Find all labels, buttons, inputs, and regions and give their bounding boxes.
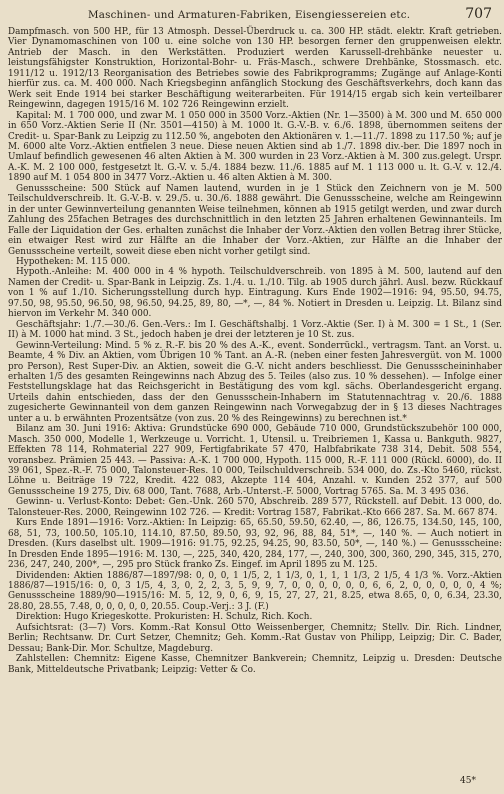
running-title: Maschinen- und Armaturen-Fabriken, Eisengiessereien etc. [88, 9, 411, 21]
paragraph-bilanz: Bilanz am 30. Juni 1916: Aktiva: Grundstücke 690 000, Gebäude 710 000, Grundstückszubehör 100 000, Masch. 350 000, Modelle 1, Werkzeuge u. Vorricht. 1, Utensil. u. Treibriemen 1, Kassa u. Bankguth. 9827, Effekten 78 114, Rohmaterial 227 909, Fertigfabrikate 57 470, Halbfabrikate 738 314, Debit. 508 554, voransbez. Prämien 25 443. — Passiva: A.-K. 1 700 000, Hypoth. 115 000, R.-F. 111 000 (Rückl. 6000), do. II 39 061, Spez.-R.-F. 75 000, Talonsteuer-Res. 10 000, Teilschuldverschreib. 534 000, do. Zs.-Kto 5460, rückst. Löhne u. Beiträge 19 722, Kredit. 422 083, Akzepte 114 404, Anzahl. v. Kunden 252 377, auf 500 Genussscheine 19 275, Div. 68 000, Tant. 7688, Arb.-Unterst.-F. 5000, Vortrag 5765. Sa. M. 3 495 036. [8, 424, 502, 497]
paragraph-dividenden: Dividenden: Aktien 1886/87—1897/98: 0, 0, 0, 1 1/5, 2, 1 1/3, 0, 1, 1, 1 1/3, 2 1/5, 4 1/3 %. Vorz.-Aktien 1886/87—1915/16: 0, 0, 3 1/5, 4, 3, 0, 2, 2, 3, 5, 9, 9, 7, 0, 0, 0, 0, 0, 0, 6, 6, 2, 0, 0, 0, 0, 0, 4 %; Genussscheine 1889/90—1915/16: M. 5, 12, 9, 0, 6, 9, 15, 27, 27, 21, 8.25, etwa 8.65, 0, 0, 6.34, 23.30, 28.80, 28.55, 7.48, 0, 0, 0, 0, 0, 20.55. Coup.-Verj.: 3 J. (F.) [8, 570, 502, 612]
sheet-signature: 45* [460, 776, 476, 786]
paragraph-geschaeftsjahr: Geschäftsjahr: 1./7.—30./6. Gen.-Vers.: Im I. Geschäftshalbj. 1 Vorz.-Aktie (Ser. I) à M. 300 = 1 St., 1 (Ser. II) à M. 1000 hat mind. 3 St., jedoch haben je drei der letzteren je 10 St. zus. [8, 319, 502, 341]
paragraph-hypoth-anleihe: Hypoth.-Anleihe: M. 400 000 in 4 % hypoth. Teilschuldverschreib. von 1895 à M. 500, lautend auf den Namen der Credit- u. Spar-Bank in Leipzig. Zs. 1./4. u. 1./10. Tilg. ab 1905 durch jährl. Ausl. bezw. Rückkauf von 1 % auf 1./10. Sicherungsstellung durch hyp. Eintragung. Kurs Ende 1902—1916: 94, 95.50, 94.75, 97.50, 98, 95.50, 96.50, 98, 96.50, 94.25, 89, 80, —*, —, 84 %. Notiert in Dresden u. Leipzig. Lt. Bilanz sind hiervon im Verkehr M. 340 000. [8, 267, 502, 320]
paragraph-hypotheken: Hypotheken: M. 115 000. [16, 256, 131, 267]
text-body [8, 27, 502, 675]
paragraph-direktion: Direktion: Hugo Kriegeskotte. Prokuristen: H. Schulz, Rich. Koch. [16, 612, 313, 623]
running-header [0, 0, 504, 26]
paragraph-gewinn-verteilung: Gewinn-Verteilung: Mind. 5 % z. R.-F. bis 20 % des A.-K., event. Sonderrückl., vertragsm. Tant. an Vorst. u. Beamte, 4 % Div. an Aktien, vom Übrigen 10 % Tant. an A.-R. (neben einer festen Jahresvergüt. von M. 1000 pro Person), Rest Super-Div. an Aktien, soweit die G.-V. nicht anders beschliesst. Die Genussscheininhaber erhalten 1/5 des gesamten Reingewinns nach Abzug des 5. Teiles (also zus. 10 % dessehen). — Infolge einer Feststellungsklage hat das Reichsgericht in Bestätigung des vom kgl. sächs. Oberlandesgericht ergang. Urteils dahin entschieden, dass der den Genussschein-Inhabern im Statutennachtrag v. 20./6. 1888 zugesicherte Gewinnanteil von dem ganzen Reingewinn nach Vorwegabzug der in § 13 dieses Nachtrages unter a u. b erwähnten Prozentsätze (von zus. 20 % des Reingewinns) zu berechnen ist.* [8, 340, 502, 424]
paragraph-gewinn-verlust: Gewinn- u. Verlust-Konto: Debet: Gen.-Unk. 260 570, Abschreib. 289 577, Rückstell. auf Debit. 13 000, do. Talonsteuer-Res. 2000, Reingewinn 102 726. — Kredit: Vortrag 1587, Fabrikat.-Kto 666 287. Sa. M. 667 874. [8, 497, 502, 518]
paragraph-kapital: Kapital: M. 1 700 000, und zwar M. 1 050 000 in 3500 Vorz.-Aktien (Nr. 1—3500) à M. 300 und M. 650 000 in 650 Vorz.-Aktien Serie II (Nr. 3501—4150) à M. 1000 lt. G.-V.-B. v. 6./6. 1898, übernommen seitens der Credit- u. Spar-Bank zu Leipzig zu 112.50 %, angeboten den Aktionären v. 1.—11./7. 1898 zu 117.50 %; auf je M. 6000 alte Vorz.-Aktien entfielen 3 neue. Diese neuen Aktien sind ab 1./7. 1898 div.-ber. Die 1897 noch in Umlauf befindlich gewesenen 46 alten Aktien à M. 300 wurden in 23 Vorz.-Aktien à M. 300 zus.gelegt. Urspr. A.-K. M. 2 100 000, festgesetzt lt. G.-V. v. 5./4. 1884 bezw. 11./6. 1885 auf M. 1 113 000 u. lt. G.-V. v. 12./4. 1890 auf M. 1 054 800 in 3477 Vorz.-Aktien u. 46 alten Aktien à M. 300. [8, 110, 502, 184]
page-number: 707 [465, 6, 492, 22]
paragraph-plant-description: Dampfmasch. von 500 HP., für 13 Atmosph. Dessel-Überdruck u. ca. 300 HP. städt. elektr. Kraft getrieben. Vier Dynamomaschinen von 100 u. eine solche von 130 HP. besorgen ferner den gruppenweisen elektr. Antrieb der Masch. in den Werkstätten. Produziert werden Karussell-drehbänke neuester u. leistungsfähigster Konstruktion, Horizontal-Bohr- u. Fräs-Masch., schwere Drehbänke, Stossmasch. etc. 1911/12 u. 1912/13 Reorganisation des Betriebes sowie des Fabrikprogramms; Zugänge auf Anlage-Konti hierfür zus. ca. M. 400 000. Nach Kriegsbeginn anfänglich Stockung des Geschäftsverkehrs, doch kann das Werk seit Ende 1914 bei starker Beschäftigung weiterarbeiten. Für 1914/15 ergab sich kein verteilbarer Reingewinn, dagegen 1915/16 M. 102 726 Reingewinn erzielt. [8, 27, 502, 111]
paragraph-zahlstellen: Zahlstellen: Chemnitz: Eigene Kasse, Chemnitzer Bankverein; Chemnitz, Leipzig u. Dresden: Deutsche Bank, Mitteldeutsche Privatbank; Leipzig: Vetter & Co. [8, 654, 502, 675]
paragraph-genussscheine: Genussscheine: 500 Stück auf Namen lautend, wurden in je 1 Stück den Zeichnern von je M. 500 Teilschuldverschreib. lt. G.-V.-B. v. 29./5. u. 30./6. 1888 gewährt. Die Genussscheine, welche am Reingewinn in der unter Gewinnverteilung genannten Weise teilnehmen, können ab 1915 getilgt werden, und zwar durch Zahlung des 25fachen Betrages des durchschnittlich in den letzten 25 Jahren erhaltenen Gewinnanteils. Im Falle der Liquidation der Ges. erhalten zunächst die Inhaber der Vorz.-Aktien den vollen Betrag ihrer Stücke, ein etwaiger Rest wird zur Hälfte an die Inhaber der Vorz.-Aktien, zur Hälfte an die Inhaber der Genussscheine verteilt, soweit diese eben nicht vorher getilgt sind. [8, 183, 502, 257]
paragraph-kurse: Kurs Ende 1891—1916: Vorz.-Aktien: In Leipzig: 65, 65.50, 59.50, 62.40, —, 86, 126.75, 134.50, 145, 100, 68, 51, 73, 100.50, 105.10, 114.10, 87.50, 89.50, 93, 92, 96, 88, 84, 51*, —, 140 %. — Auch notiert in Dresden. (Kurs daselbst ult. 1909—1916: 91.75, 92.25, 94.25, 90, 83.50, 50*, —, 140 %.) — Genussscheine: In Dresden Ende 1895—1916: M. 130, —, 225, 340, 420, 284, 177, —, 240, 300, 300, 360, 290, 345, 315, 270, 236, 247, 240, 200*, —, 295 pro Stück franko Zs. Eingef. im April 1895 zu M. 125. [8, 518, 502, 571]
paragraph-aufsichtsrat: Aufsichtsrat: (3—7) Vors. Komm.-Rat Konsul Otto Weissenberger, Chemnitz; Stellv. Dir. Rich. Lindner, Berlin; Rechtsanw. Dr. Curt Setzer, Chemnitz; Geh. Komm.-Rat Gustav von Philipp, Leipzig; Dir. C. Bader, Dessau; Bank-Dir. Mor. Schultze, Magdeburg. [8, 622, 502, 654]
